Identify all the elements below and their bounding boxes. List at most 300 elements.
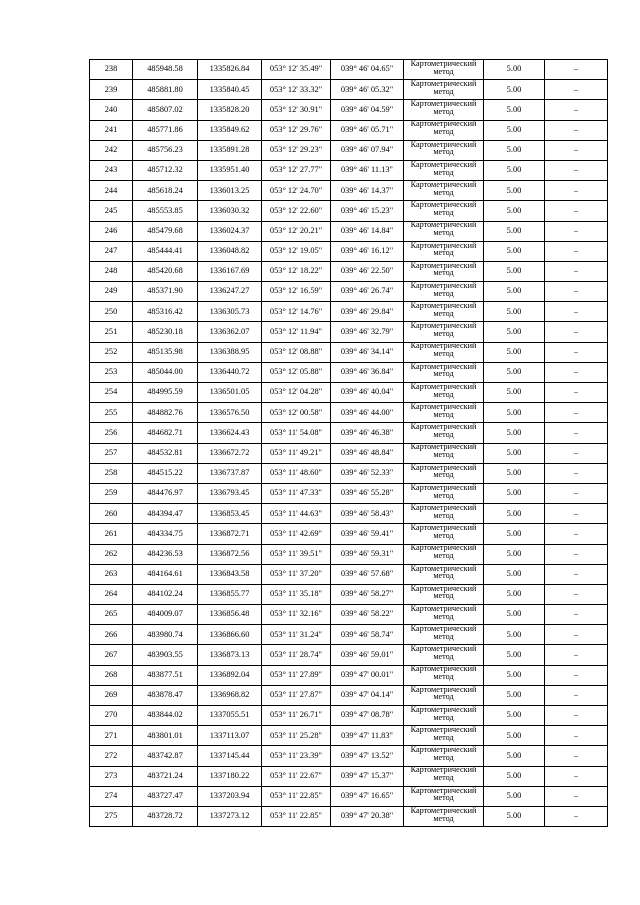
method-line-1: Картометрический — [410, 463, 477, 472]
x-coordinate-cell: 484394.47 — [133, 504, 198, 524]
method-line-2: метод — [433, 712, 454, 722]
x-coordinate-cell: 483903.55 — [133, 645, 198, 665]
y-coordinate-cell: 1337055.51 — [198, 706, 262, 726]
x-coordinate-cell: 485756.23 — [133, 140, 198, 160]
point-number-cell: 273 — [90, 766, 133, 786]
latitude-cell: 053° 12' 14.76" — [262, 302, 331, 322]
note-cell: – — [545, 483, 608, 503]
x-coordinate-cell: 485479.68 — [133, 221, 198, 241]
point-number-cell: 249 — [90, 282, 133, 302]
note-cell: – — [545, 665, 608, 685]
point-number-cell: 262 — [90, 544, 133, 564]
x-coordinate-cell: 485881.80 — [133, 80, 198, 100]
point-number-cell: 270 — [90, 706, 133, 726]
longitude-cell: 039° 47' 11.83" — [331, 726, 404, 746]
accuracy-cell: 5.00 — [484, 665, 545, 685]
method-line-1: Картометрический — [410, 180, 477, 189]
x-coordinate-cell: 484682.71 — [133, 423, 198, 443]
latitude-cell: 053° 12' 18.22" — [262, 261, 331, 281]
x-coordinate-cell: 485553.85 — [133, 201, 198, 221]
table-row — [90, 181, 608, 201]
latitude-cell: 053° 11' 23.39" — [262, 746, 331, 766]
method-cell — [404, 80, 484, 100]
longitude-cell: 039° 47' 20.38" — [331, 806, 404, 826]
x-coordinate-cell: 485712.32 — [133, 160, 198, 180]
note-cell: – — [545, 181, 608, 201]
latitude-cell: 053° 12' 16.59" — [262, 282, 331, 302]
x-coordinate-cell: 484236.53 — [133, 544, 198, 564]
point-number-cell: 274 — [90, 786, 133, 806]
longitude-cell: 039° 46' 07.94" — [331, 140, 404, 160]
longitude-cell: 039° 46' 15.23" — [331, 201, 404, 221]
longitude-cell: 039° 46' 34.14" — [331, 342, 404, 362]
method-cell — [404, 544, 484, 564]
y-coordinate-cell: 1336501.05 — [198, 383, 262, 403]
method-line-1: Картометрический — [410, 523, 477, 533]
method-cell — [404, 463, 484, 483]
point-number-cell: 271 — [90, 726, 133, 746]
table-row — [90, 160, 608, 180]
point-number-cell: 242 — [90, 140, 133, 160]
accuracy-cell: 5.00 — [484, 201, 545, 221]
method-line-1: Картометрический — [410, 221, 477, 230]
method-line-1: Картометрический — [410, 806, 477, 815]
latitude-cell: 053° 11' 22.85" — [262, 786, 331, 806]
method-line-2: метод — [433, 248, 454, 258]
method-line-1: Картометрический — [410, 685, 477, 694]
x-coordinate-cell: 484882.76 — [133, 403, 198, 423]
longitude-cell: 039° 46' 58.27" — [331, 584, 404, 604]
y-coordinate-cell: 1337203.94 — [198, 786, 262, 806]
method-line-2: метод — [433, 813, 454, 823]
note-cell: – — [545, 80, 608, 100]
note-cell: – — [545, 685, 608, 705]
y-coordinate-cell: 1336672.72 — [198, 443, 262, 463]
point-number-cell: 253 — [90, 362, 133, 382]
method-line-2: метод — [433, 268, 454, 278]
x-coordinate-cell: 483980.74 — [133, 625, 198, 645]
longitude-cell: 039° 47' 16.65" — [331, 786, 404, 806]
accuracy-cell: 5.00 — [484, 706, 545, 726]
longitude-cell: 039° 46' 40.04" — [331, 383, 404, 403]
table-row — [90, 706, 608, 726]
method-cell — [404, 60, 484, 80]
accuracy-cell: 5.00 — [484, 221, 545, 241]
note-cell: – — [545, 322, 608, 342]
method-line-1: Картометрический — [410, 301, 477, 311]
latitude-cell: 053° 11' 42.69" — [262, 524, 331, 544]
table-row — [90, 140, 608, 160]
y-coordinate-cell: 1336843.58 — [198, 564, 262, 584]
x-coordinate-cell: 484009.07 — [133, 605, 198, 625]
longitude-cell: 039° 46' 59.41" — [331, 524, 404, 544]
note-cell: – — [545, 60, 608, 80]
method-line-2: метод — [433, 551, 454, 561]
latitude-cell: 053° 12' 22.60" — [262, 201, 331, 221]
point-number-cell: 266 — [90, 625, 133, 645]
point-number-cell: 248 — [90, 261, 133, 281]
latitude-cell: 053° 11' 31.24" — [262, 625, 331, 645]
note-cell: – — [545, 463, 608, 483]
note-cell: – — [545, 100, 608, 120]
method-line-2: метод — [433, 591, 454, 601]
method-line-1: Картометрический — [410, 120, 477, 129]
x-coordinate-cell: 484476.97 — [133, 483, 198, 503]
accuracy-cell: 5.00 — [484, 564, 545, 584]
point-number-cell: 251 — [90, 322, 133, 342]
longitude-cell: 039° 47' 08.78" — [331, 706, 404, 726]
longitude-cell: 039° 46' 14.84" — [331, 221, 404, 241]
point-number-cell: 247 — [90, 241, 133, 261]
x-coordinate-cell: 484334.75 — [133, 524, 198, 544]
x-coordinate-cell: 485135.98 — [133, 342, 198, 362]
table-row — [90, 524, 608, 544]
note-cell: – — [545, 221, 608, 241]
table-row — [90, 443, 608, 463]
point-number-cell: 241 — [90, 120, 133, 140]
table-row — [90, 786, 608, 806]
note-cell: – — [545, 605, 608, 625]
latitude-cell: 053° 12' 33.32" — [262, 80, 331, 100]
point-number-cell: 239 — [90, 80, 133, 100]
accuracy-cell: 5.00 — [484, 645, 545, 665]
method-cell — [404, 806, 484, 826]
latitude-cell: 053° 11' 22.67" — [262, 766, 331, 786]
note-cell: – — [545, 746, 608, 766]
x-coordinate-cell: 484102.24 — [133, 584, 198, 604]
note-cell: – — [545, 645, 608, 665]
method-line-1: Картометрический — [410, 59, 477, 68]
method-cell — [404, 221, 484, 241]
point-number-cell: 272 — [90, 746, 133, 766]
x-coordinate-cell: 485316.42 — [133, 302, 198, 322]
x-coordinate-cell: 483728.72 — [133, 806, 198, 826]
method-line-1: Картометрический — [410, 281, 477, 290]
point-number-cell: 244 — [90, 181, 133, 201]
point-number-cell: 254 — [90, 383, 133, 403]
table-row — [90, 584, 608, 604]
method-cell — [404, 746, 484, 766]
table-body — [90, 60, 608, 827]
longitude-cell: 039° 46' 05.71" — [331, 120, 404, 140]
note-cell: – — [545, 302, 608, 322]
note-cell: – — [545, 504, 608, 524]
longitude-cell: 039° 46' 57.68" — [331, 564, 404, 584]
x-coordinate-cell: 484515.22 — [133, 463, 198, 483]
table-row — [90, 322, 608, 342]
point-number-cell: 260 — [90, 504, 133, 524]
latitude-cell: 053° 12' 20.21" — [262, 221, 331, 241]
longitude-cell: 039° 46' 59.31" — [331, 544, 404, 564]
x-coordinate-cell: 483727.47 — [133, 786, 198, 806]
accuracy-cell: 5.00 — [484, 261, 545, 281]
y-coordinate-cell: 1336048.82 — [198, 241, 262, 261]
y-coordinate-cell: 1336388.95 — [198, 342, 262, 362]
point-number-cell: 261 — [90, 524, 133, 544]
x-coordinate-cell: 483878.47 — [133, 685, 198, 705]
note-cell: – — [545, 726, 608, 746]
accuracy-cell: 5.00 — [484, 302, 545, 322]
latitude-cell: 053° 12' 11.94" — [262, 322, 331, 342]
note-cell: – — [545, 706, 608, 726]
y-coordinate-cell: 1336167.69 — [198, 261, 262, 281]
accuracy-cell: 5.00 — [484, 766, 545, 786]
y-coordinate-cell: 1336872.56 — [198, 544, 262, 564]
accuracy-cell: 5.00 — [484, 746, 545, 766]
method-line-1: Картометрический — [410, 99, 477, 109]
y-coordinate-cell: 1336856.48 — [198, 605, 262, 625]
latitude-cell: 053° 12' 04.28" — [262, 383, 331, 403]
latitude-cell: 053° 12' 29.76" — [262, 120, 331, 140]
note-cell: – — [545, 625, 608, 645]
method-line-2: метод — [433, 672, 454, 682]
table-row — [90, 100, 608, 120]
table-row — [90, 746, 608, 766]
method-line-1: Картометрический — [410, 342, 477, 351]
note-cell: – — [545, 383, 608, 403]
point-number-cell: 275 — [90, 806, 133, 826]
table-row — [90, 120, 608, 140]
method-line-1: Картометрический — [410, 261, 477, 270]
accuracy-cell: 5.00 — [484, 342, 545, 362]
table-row — [90, 766, 608, 786]
method-cell — [404, 403, 484, 423]
point-number-cell: 245 — [90, 201, 133, 221]
point-number-cell: 263 — [90, 564, 133, 584]
accuracy-cell: 5.00 — [484, 322, 545, 342]
table-row — [90, 362, 608, 382]
table-row — [90, 504, 608, 524]
method-line-2: метод — [433, 450, 454, 460]
method-cell — [404, 766, 484, 786]
accuracy-cell: 5.00 — [484, 140, 545, 160]
method-line-2: метод — [433, 207, 454, 217]
latitude-cell: 053° 11' 54.08" — [262, 423, 331, 443]
y-coordinate-cell: 1335828.20 — [198, 100, 262, 120]
method-line-2: метод — [433, 389, 454, 399]
x-coordinate-cell: 483877.51 — [133, 665, 198, 685]
y-coordinate-cell: 1335891.28 — [198, 140, 262, 160]
method-line-1: Картометрический — [410, 766, 477, 775]
longitude-cell: 039° 46' 04.65" — [331, 60, 404, 80]
accuracy-cell: 5.00 — [484, 160, 545, 180]
accuracy-cell: 5.00 — [484, 806, 545, 826]
y-coordinate-cell: 1337145.44 — [198, 746, 262, 766]
method-line-2: метод — [433, 652, 454, 662]
y-coordinate-cell: 1336866.60 — [198, 625, 262, 645]
method-line-2: метод — [433, 187, 454, 197]
x-coordinate-cell: 483844.02 — [133, 706, 198, 726]
table-row — [90, 685, 608, 705]
point-number-cell: 250 — [90, 302, 133, 322]
method-line-1: Картометрический — [410, 79, 477, 88]
table-row — [90, 806, 608, 826]
y-coordinate-cell: 1336576.50 — [198, 403, 262, 423]
accuracy-cell: 5.00 — [484, 362, 545, 382]
method-line-2: метод — [433, 106, 454, 116]
latitude-cell: 053° 11' 27.87" — [262, 685, 331, 705]
method-cell — [404, 261, 484, 281]
method-line-2: метод — [433, 773, 454, 783]
latitude-cell: 053° 12' 08.88" — [262, 342, 331, 362]
method-cell — [404, 201, 484, 221]
latitude-cell: 053° 12' 19.05" — [262, 241, 331, 261]
accuracy-cell: 5.00 — [484, 625, 545, 645]
point-number-cell: 267 — [90, 645, 133, 665]
point-number-cell: 246 — [90, 221, 133, 241]
y-coordinate-cell: 1336624.43 — [198, 423, 262, 443]
table-row — [90, 625, 608, 645]
table-row — [90, 423, 608, 443]
longitude-cell: 039° 46' 16.12" — [331, 241, 404, 261]
accuracy-cell: 5.00 — [484, 423, 545, 443]
method-line-1: Картометрический — [410, 725, 477, 734]
table-row — [90, 201, 608, 221]
point-number-cell: 258 — [90, 463, 133, 483]
point-number-cell: 259 — [90, 483, 133, 503]
y-coordinate-cell: 1336873.13 — [198, 645, 262, 665]
method-cell — [404, 524, 484, 544]
point-number-cell: 264 — [90, 584, 133, 604]
longitude-cell: 039° 47' 13.52" — [331, 746, 404, 766]
accuracy-cell: 5.00 — [484, 241, 545, 261]
method-line-1: Картометрический — [410, 786, 477, 795]
method-cell — [404, 443, 484, 463]
x-coordinate-cell: 483721.24 — [133, 766, 198, 786]
accuracy-cell: 5.00 — [484, 80, 545, 100]
latitude-cell: 053° 12' 30.91" — [262, 100, 331, 120]
latitude-cell: 053° 11' 27.89" — [262, 665, 331, 685]
method-line-2: метод — [433, 86, 454, 96]
table-row — [90, 665, 608, 685]
accuracy-cell: 5.00 — [484, 726, 545, 746]
y-coordinate-cell: 1336853.45 — [198, 504, 262, 524]
accuracy-cell: 5.00 — [484, 786, 545, 806]
method-line-2: метод — [433, 490, 454, 500]
accuracy-cell: 5.00 — [484, 181, 545, 201]
point-number-cell: 268 — [90, 665, 133, 685]
note-cell: – — [545, 201, 608, 221]
x-coordinate-cell: 485420.68 — [133, 261, 198, 281]
note-cell: – — [545, 261, 608, 281]
method-line-2: метод — [433, 66, 454, 76]
longitude-cell: 039° 46' 55.28" — [331, 483, 404, 503]
table-row — [90, 80, 608, 100]
note-cell: – — [545, 282, 608, 302]
x-coordinate-cell: 485044.00 — [133, 362, 198, 382]
method-line-1: Картометрический — [410, 200, 477, 210]
method-line-1: Картометрический — [410, 140, 477, 149]
method-line-2: метод — [433, 510, 454, 520]
latitude-cell: 053° 11' 28.74" — [262, 645, 331, 665]
method-line-2: метод — [433, 409, 454, 419]
method-line-2: метод — [433, 147, 454, 157]
x-coordinate-cell: 485771.86 — [133, 120, 198, 140]
method-cell — [404, 322, 484, 342]
method-cell — [404, 160, 484, 180]
note-cell: – — [545, 160, 608, 180]
y-coordinate-cell: 1336247.27 — [198, 282, 262, 302]
point-number-cell: 269 — [90, 685, 133, 705]
y-coordinate-cell: 1337273.12 — [198, 806, 262, 826]
longitude-cell: 039° 46' 48.84" — [331, 443, 404, 463]
accuracy-cell: 5.00 — [484, 605, 545, 625]
y-coordinate-cell: 1336968.82 — [198, 685, 262, 705]
method-cell — [404, 726, 484, 746]
point-number-cell: 243 — [90, 160, 133, 180]
method-line-1: Картометрический — [410, 665, 477, 674]
x-coordinate-cell: 484164.61 — [133, 564, 198, 584]
y-coordinate-cell: 1336024.37 — [198, 221, 262, 241]
method-cell — [404, 100, 484, 120]
note-cell: – — [545, 524, 608, 544]
x-coordinate-cell: 485807.02 — [133, 100, 198, 120]
y-coordinate-cell: 1336892.04 — [198, 665, 262, 685]
note-cell: – — [545, 564, 608, 584]
method-cell — [404, 706, 484, 726]
method-line-2: метод — [433, 429, 454, 439]
method-line-1: Картометрический — [410, 503, 477, 512]
latitude-cell: 053° 11' 37.20" — [262, 564, 331, 584]
longitude-cell: 039° 46' 32.79" — [331, 322, 404, 342]
method-line-1: Картометрический — [410, 422, 477, 432]
method-line-1: Картометрический — [410, 564, 477, 573]
accuracy-cell: 5.00 — [484, 685, 545, 705]
method-cell — [404, 140, 484, 160]
latitude-cell: 053° 12' 29.23" — [262, 140, 331, 160]
table-row — [90, 564, 608, 584]
longitude-cell: 039° 46' 58.22" — [331, 605, 404, 625]
x-coordinate-cell: 483742.87 — [133, 746, 198, 766]
method-line-2: метод — [433, 167, 454, 177]
y-coordinate-cell: 1335826.84 — [198, 60, 262, 80]
note-cell: – — [545, 140, 608, 160]
method-line-2: метод — [433, 127, 454, 137]
accuracy-cell: 5.00 — [484, 60, 545, 80]
method-cell — [404, 282, 484, 302]
accuracy-cell: 5.00 — [484, 584, 545, 604]
x-coordinate-cell: 485230.18 — [133, 322, 198, 342]
y-coordinate-cell: 1336013.25 — [198, 181, 262, 201]
accuracy-cell: 5.00 — [484, 282, 545, 302]
method-cell — [404, 383, 484, 403]
accuracy-cell: 5.00 — [484, 403, 545, 423]
point-number-cell: 255 — [90, 403, 133, 423]
table-row — [90, 463, 608, 483]
method-cell — [404, 786, 484, 806]
method-cell — [404, 181, 484, 201]
y-coordinate-cell: 1336362.07 — [198, 322, 262, 342]
latitude-cell: 053° 12' 35.49" — [262, 60, 331, 80]
table-row — [90, 342, 608, 362]
method-line-2: метод — [433, 329, 454, 339]
method-cell — [404, 605, 484, 625]
method-cell — [404, 302, 484, 322]
note-cell: – — [545, 786, 608, 806]
table-row — [90, 60, 608, 80]
method-line-1: Картометрический — [410, 402, 477, 411]
longitude-cell: 039° 47' 04.14" — [331, 685, 404, 705]
x-coordinate-cell: 485618.24 — [133, 181, 198, 201]
latitude-cell: 053° 11' 39.51" — [262, 544, 331, 564]
longitude-cell: 039° 46' 11.13" — [331, 160, 404, 180]
method-line-2: метод — [433, 571, 454, 581]
note-cell: – — [545, 241, 608, 261]
method-line-1: Картометрический — [410, 321, 477, 331]
point-number-cell: 265 — [90, 605, 133, 625]
longitude-cell: 039° 46' 04.59" — [331, 100, 404, 120]
y-coordinate-cell: 1336855.77 — [198, 584, 262, 604]
